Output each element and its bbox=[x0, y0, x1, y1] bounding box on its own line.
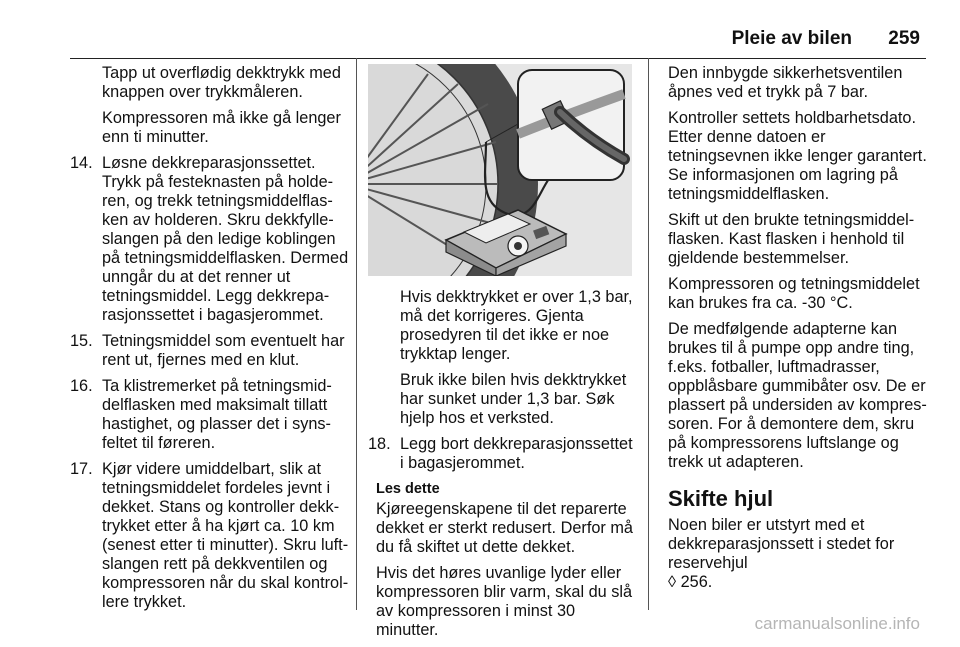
note-box bbox=[368, 480, 634, 640]
page-reference[interactable]: 256. bbox=[680, 573, 713, 591]
section-title: Skifte hjul bbox=[668, 486, 774, 511]
step-text: Legg bort dekkreparasjonssettet i bagasjerommet. bbox=[400, 435, 633, 472]
step-14 bbox=[70, 154, 352, 325]
paragraph: Kontroller settets holdbarhetsdato. Etter denne datoen er tetningsevnen ikke lenger garantert. Se informasjonen om lagring på tetningsmiddelflasken. bbox=[668, 109, 927, 203]
column-divider-1 bbox=[356, 58, 357, 610]
step-text: Ta klistremerket på tetningsmiddelflasken med maksimalt tillatt hastighet, og plasser det i synsfeltet til føreren. bbox=[102, 377, 332, 452]
note-paragraph: Kjøreegenskapene til det reparerte dekket er sterkt redusert. Derfor må du få skiftet ut dette dekket. bbox=[376, 500, 633, 556]
paragraph: Kompressoren og tetningsmiddelet kan brukes fra ca. -30 °C. bbox=[668, 275, 920, 312]
step-number: 14. bbox=[70, 154, 93, 172]
illustration-svg bbox=[368, 64, 632, 276]
tire-compressor-illustration bbox=[368, 64, 632, 276]
note-heading: Les dette bbox=[376, 481, 440, 497]
step-16 bbox=[70, 377, 352, 453]
step-17 bbox=[70, 460, 352, 612]
column-3 bbox=[668, 64, 928, 599]
watermark: carmanualsonline.info bbox=[754, 614, 920, 633]
page-reference-icon[interactable]: ◊ bbox=[668, 573, 677, 591]
section-paragraph bbox=[668, 516, 928, 592]
note-paragraph: Hvis det høres uvanlige lyder eller kompressoren blir varm, skal du slå av kompressoren i minst 30 minutter. bbox=[376, 564, 633, 639]
step-number: 18. bbox=[368, 435, 391, 453]
column-1 bbox=[70, 64, 352, 619]
step-number: 17. bbox=[70, 460, 93, 478]
paragraph: Bruk ikke bilen hvis dekktrykket har sunket under 1,3 bar. Søk hjelp hos et verksted. bbox=[400, 371, 627, 427]
column-divider-2 bbox=[648, 58, 649, 610]
header-rule bbox=[70, 58, 926, 59]
step-number: 15. bbox=[70, 332, 93, 350]
page-title: Pleie av bilen bbox=[731, 28, 852, 49]
step-15 bbox=[70, 332, 352, 370]
section-text: Noen biler er utstyrt med et dekkreparasjonssett i stedet for reservehjul bbox=[668, 516, 895, 572]
paragraph: De medfølgende adapterne kan brukes til å pumpe opp andre ting, f.eks. fotballer, luftmadrasser, oppblåsbare gummibåter osv. De er plassert på undersiden av kompressoren. For å demontere dem, skru på kompressorens luftslange og trekk ut adapteren. bbox=[668, 320, 927, 471]
page-number: 259 bbox=[888, 28, 920, 49]
column-2 bbox=[368, 64, 634, 647]
paragraph: Den innbygde sikkerhetsventilen åpnes ved et trykk på 7 bar. bbox=[668, 64, 903, 101]
step-text: Tetningsmiddel som eventuelt har rent ut, fjernes med en klut. bbox=[102, 332, 345, 369]
step-number: 16. bbox=[70, 377, 93, 395]
paragraph: Hvis dekktrykket er over 1,3 bar, må det korrigeres. Gjenta prosedyren til det ikke er noe trykktap lenger. bbox=[400, 288, 633, 363]
paragraph: Skift ut den brukte tetningsmiddelflasken. Kast flasken i henhold til gjeldende bestemmelser. bbox=[668, 211, 915, 267]
valve-detail-icon bbox=[518, 70, 624, 180]
step-text: Løsne dekkreparasjonssettet. Trykk på festeknasten på holderen, og trekk tetningsmiddelflasken av holderen. Skru dekkfylleslangen på den ledige koblingen på tetningsmiddelflasken. Dermed unngår du at det renner ut tetningsmiddel. Legg dekkreparasjonssettet i bagasjerommet. bbox=[102, 154, 349, 324]
step-18 bbox=[368, 435, 634, 473]
paragraph: Tapp ut overflødig dekktrykk med knappen over trykkmåleren. bbox=[102, 64, 341, 101]
paragraph: Kompressoren må ikke gå lenger enn ti minutter. bbox=[102, 109, 341, 146]
page-header bbox=[0, 6, 960, 56]
step-text: Kjør videre umiddelbart, slik at tetningsmiddelet fordeles jevnt i dekket. Stans og kontroller dekktrykket etter å ha kjørt ca. 10 km (senest etter ti minutter). Skru luftslangen rett på dekkventilen og kompressoren når du skal kontrollere trykket. bbox=[102, 460, 349, 611]
